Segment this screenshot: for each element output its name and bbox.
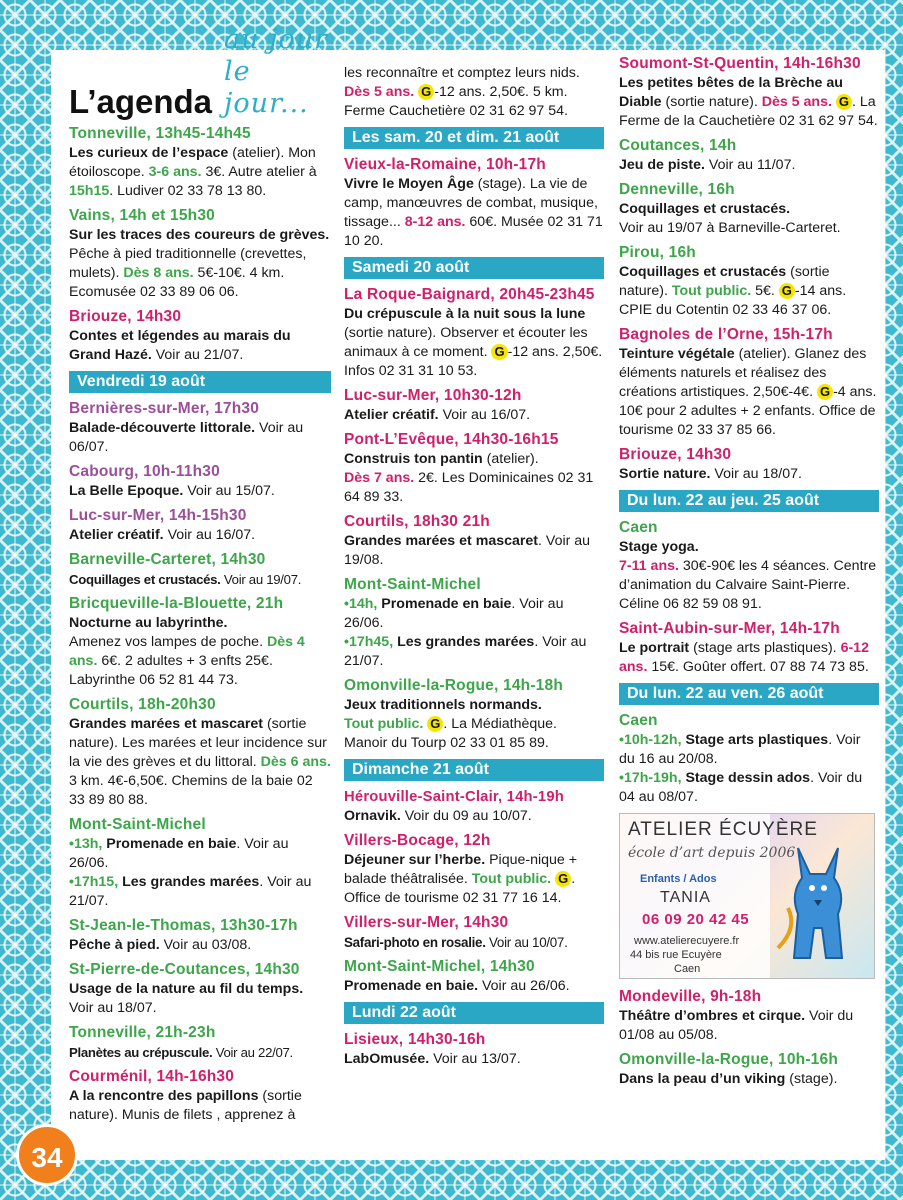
- event-place: Courménil, 14h-16h30: [69, 1068, 235, 1085]
- ad-address: 44 bis rue Ecuyère: [630, 949, 722, 961]
- event-text: Balade-découverte littorale. Voir au 06/07.: [69, 420, 304, 455]
- free-badge: G: [418, 84, 434, 100]
- event-place: Luc-sur-Mer, 10h30-12h: [344, 387, 522, 404]
- event-text: •17h-19h, Stage dessin ados. Voir du 04 au 08/07.: [619, 770, 863, 805]
- event-place: La Roque-Baignard, 20h45-23h45: [344, 286, 595, 303]
- event-place: Vieux-la-Romaine, 10h-17h: [344, 156, 546, 173]
- column-1: [69, 24, 331, 1130]
- event-text: Atelier créatif. Voir au 16/07.: [69, 527, 256, 543]
- date-band: Vendredi 19 août: [69, 371, 331, 393]
- event-place: Saint-Aubin-sur-Mer, 14h-17h: [619, 620, 840, 637]
- column-3: [619, 54, 879, 1094]
- event-text: •17h45, Les grandes marées. Voir au 21/07.: [344, 634, 587, 669]
- event-entry: [344, 285, 604, 381]
- event-place: Vains, 14h et 15h30: [69, 207, 215, 224]
- event-text: Dans la peau d’un viking (stage).: [619, 1071, 838, 1087]
- event-entry: [619, 1050, 879, 1089]
- event-entry: [69, 1067, 331, 1125]
- event-entry: [619, 243, 879, 320]
- event-place: Omonville-la-Rogue, 14h-18h: [344, 677, 563, 694]
- event-entry: [344, 787, 604, 826]
- event-text: Coquillages et crustacés. Voir au 19/07.: [69, 572, 302, 587]
- advertisement[interactable]: [619, 813, 875, 979]
- event-text: Déjeuner sur l’herbe. Pique-nique + balade théâtralisée. Tout public. G . Office de tourisme 02 31 77 16 14.: [344, 852, 578, 906]
- event-entry: [344, 957, 604, 996]
- event-place: Cabourg, 10h-11h30: [69, 463, 220, 480]
- agenda-page: [51, 24, 885, 1160]
- event-entry: [69, 815, 331, 911]
- event-text: •17h15, Les grandes marées. Voir au 21/07.: [69, 874, 312, 909]
- event-place: Bagnoles de l’Orne, 15h-17h: [619, 326, 833, 343]
- event-entry: [69, 506, 331, 545]
- ad-subtitle: école d’art depuis 2006: [628, 845, 796, 861]
- event-text: Jeu de piste. Voir au 11/07.: [619, 157, 796, 173]
- event-entry: [344, 575, 604, 671]
- date-band: Dimanche 21 août: [344, 759, 604, 781]
- event-text: Atelier créatif. Voir au 16/07.: [344, 407, 531, 423]
- event-entry: [619, 54, 879, 131]
- free-badge: G: [555, 871, 571, 887]
- event-text: Les petites bêtes de la Brèche au Diable (sortie nature). Dès 5 ans. G . La Ferme de la Cauchetière 02 31 62 97 54.: [619, 75, 878, 129]
- event-place: Omonville-la-Rogue, 10h-16h: [619, 1051, 838, 1068]
- page-title: L’agenda: [69, 83, 213, 120]
- event-entry: [619, 445, 879, 484]
- event-place: Courtils, 18h-20h30: [69, 696, 216, 713]
- event-place: Briouze, 14h30: [619, 446, 732, 463]
- event-place: St-Pierre-de-Coutances, 14h30: [69, 961, 300, 978]
- event-text: Grandes marées et mascaret (sortie nature). Les marées et leur incidence sur la vie des grèves et du littoral. Dès 6 ans. 3 km. 4€-6,50€. Chemins de la baie 02 33 89 80 88.: [69, 716, 331, 808]
- event-entry: [619, 711, 879, 807]
- free-badge: G: [836, 94, 852, 110]
- event-text: Sur les traces des coureurs de grèves. Pêche à pied traditionnelle (crevettes, mulets). Dès 8 ans. 5€-10€. 4 km. Ecomusée 02 33 89 06 06.: [69, 227, 330, 300]
- event-text: Coquillages et crustacés. Voir au 19/07 à Barneville-Carteret.: [619, 201, 841, 236]
- column-2: [344, 64, 604, 1074]
- event-text: Le portrait (stage arts plastiques). 6-12 ans. 15€. Goûter offert. 07 88 74 73 85.: [619, 640, 869, 675]
- event-entry: [619, 136, 879, 175]
- event-place: St-Jean-le-Thomas, 13h30-17h: [69, 917, 298, 934]
- event-entry: [69, 695, 331, 810]
- event-text: Jeux traditionnels normands. Tout public. G . La Médiathèque. Manoir du Tourp 02 33 01 85 89.: [344, 697, 557, 751]
- wolf-illustration-icon: [768, 828, 868, 968]
- event-place: Caen: [619, 712, 658, 729]
- event-place: Bernières-sur-Mer, 17h30: [69, 400, 260, 417]
- event-entry: [69, 462, 331, 501]
- event-place: Briouze, 14h30: [69, 308, 182, 325]
- event-entry: [69, 399, 331, 457]
- event-place: Pont-L’Evêque, 14h30-16h15: [344, 431, 559, 448]
- date-band: Du lun. 22 au jeu. 25 août: [619, 490, 879, 512]
- event-entry: [619, 325, 879, 440]
- event-place: Mondeville, 9h-18h: [619, 988, 762, 1005]
- event-place: Denneville, 16h: [619, 181, 735, 198]
- event-text: Nocturne au labyrinthe. Amenez vos lampes de poche. Dès 4 ans. 6€. 2 adultes + 3 enfts 25€. Labyrinthe 06 52 81 44 73.: [69, 615, 305, 688]
- page-number: 34: [16, 1124, 78, 1186]
- event-text: Safari-photo en rosalie. Voir au 10/07.: [344, 935, 568, 950]
- event-place: Villers-Bocage, 12h: [344, 832, 491, 849]
- event-text: Usage de la nature au fil du temps. Voir au 18/07.: [69, 981, 304, 1016]
- event-entry: [619, 518, 879, 614]
- event-entry: [69, 550, 331, 589]
- event-entry: [619, 180, 879, 238]
- event-entry: [344, 1030, 604, 1069]
- event-place: Mont-Saint-Michel: [344, 576, 481, 593]
- event-text: Du crépuscule à la nuit sous la lune (sortie nature). Observer et écouter les animaux à ce moment. G -12 ans. 2,50€. Infos 02 31 31 10 53.: [344, 306, 603, 379]
- event-place: Villers-sur-Mer, 14h30: [344, 914, 509, 931]
- event-place: Pirou, 16h: [619, 244, 696, 261]
- event-entry: [344, 913, 604, 952]
- event-place: Soumont-St-Quentin, 14h-16h30: [619, 55, 861, 72]
- ad-phone: 06 09 20 42 45: [642, 911, 750, 928]
- event-place: Mont-Saint-Michel: [69, 816, 206, 833]
- event-text: Stage yoga. 7-11 ans. 30€-90€ les 4 séances. Centre d’animation du Calvaire Saint-Pierre. Céline 06 82 59 08 91.: [619, 539, 877, 612]
- event-text: •14h, Promenade en baie. Voir au 26/06.: [344, 596, 564, 631]
- event-entry: [69, 916, 331, 955]
- event-text: Ornavik. Voir du 09 au 10/07.: [344, 808, 532, 824]
- date-band: Les sam. 20 et dim. 21 août: [344, 127, 604, 149]
- event-entry: [69, 206, 331, 302]
- event-place: Barneville-Carteret, 14h30: [69, 551, 266, 568]
- event-entry: [344, 831, 604, 908]
- ad-title: ATELIER ÉCUYÈRE: [628, 819, 818, 840]
- event-text: Les curieux de l’espace (atelier). Mon étoiloscope. 3-6 ans. 3€. Autre atelier à 15h15. Ludiver 02 33 78 13 80.: [69, 145, 317, 199]
- event-text: A la rencontre des papillons (sortie nature). Munis de filets , apprenez à: [69, 1088, 302, 1123]
- event-entry: [344, 512, 604, 570]
- ad-city: Caen: [674, 963, 701, 975]
- event-place: Coutances, 14h: [619, 137, 737, 154]
- date-band: Samedi 20 août: [344, 257, 604, 279]
- event-text: Teinture végétale (atelier). Glanez des éléments naturels et réalisez des créations artistiques. 2,50€-4€. G -4 ans. 10€ pour 2 adultes + 2 enfants. Office de tourisme 02 33 37 85 66.: [619, 346, 877, 438]
- event-entry: [69, 594, 331, 690]
- event-entry: [344, 64, 604, 121]
- event-entry: [619, 987, 879, 1045]
- event-entry: [619, 619, 879, 677]
- event-text: •10h-12h, Stage arts plastiques. Voir du 16 au 20/08.: [619, 732, 861, 767]
- free-badge: G: [491, 344, 507, 360]
- event-text: Vivre le Moyen Âge (stage). La vie de camp, manœuvres de combat, musique, tissage... 8-12 ans. 60€. Musée 02 31 71 10 20.: [344, 176, 603, 249]
- event-place: Tonneville, 13h45-14h45: [69, 125, 251, 142]
- event-text: Théâtre d’ombres et cirque. Voir du 01/08 au 05/08.: [619, 1008, 854, 1043]
- event-text: •13h, Promenade en baie. Voir au 26/06.: [69, 836, 289, 871]
- event-entry: [344, 676, 604, 753]
- ad-website[interactable]: www.atelierecuyere.fr: [634, 935, 740, 947]
- event-text: Grandes marées et mascaret. Voir au 19/08.: [344, 533, 591, 568]
- free-badge: G: [427, 716, 443, 732]
- event-entry: [69, 124, 331, 201]
- ad-name: TANIA: [660, 889, 711, 906]
- event-entry: [344, 155, 604, 251]
- event-text: Construis ton pantin (atelier). Dès 7 ans. 2€. Les Dominicaines 02 31 64 89 33.: [344, 451, 594, 505]
- free-badge: G: [779, 283, 795, 299]
- free-badge: G: [817, 384, 833, 400]
- date-band: Du lun. 22 au ven. 26 août: [619, 683, 879, 705]
- ad-ages: Enfants / Ados: [640, 873, 717, 885]
- event-text: Planètes au crépuscule. Voir au 22/07.: [69, 1045, 293, 1060]
- event-text: La Belle Epoque. Voir au 15/07.: [69, 483, 275, 499]
- event-text: Pêche à pied. Voir au 03/08.: [69, 937, 252, 953]
- page-header: [69, 24, 331, 120]
- date-band: Lundi 22 août: [344, 1002, 604, 1024]
- event-text: Promenade en baie. Voir au 26/06.: [344, 978, 570, 994]
- event-place: Tonneville, 21h-23h: [69, 1024, 216, 1041]
- event-place: Lisieux, 14h30-16h: [344, 1031, 486, 1048]
- event-entry: [69, 1023, 331, 1062]
- event-text: les reconnaître et comptez leurs nids. Dès 5 ans. G -12 ans. 2,50€. 5 km. Ferme Cauchetière 02 31 62 97 54.: [344, 65, 580, 119]
- event-text: Contes et légendes au marais du Grand Hazé. Voir au 21/07.: [69, 328, 291, 363]
- event-text: Sortie nature. Voir au 18/07.: [619, 466, 802, 482]
- event-entry: [344, 430, 604, 507]
- event-place: Luc-sur-Mer, 14h-15h30: [69, 507, 247, 524]
- event-entry: [69, 307, 331, 365]
- event-entry: [69, 960, 331, 1018]
- event-entry: [344, 386, 604, 425]
- event-text: LabOmusée. Voir au 13/07.: [344, 1051, 521, 1067]
- event-place: Bricqueville-la-Blouette, 21h: [69, 595, 284, 612]
- event-place: Hérouville-Saint-Clair, 14h-19h: [344, 789, 564, 805]
- event-place: Courtils, 18h30 21h: [344, 513, 490, 530]
- page-subtitle: au jour le jour...: [224, 24, 329, 119]
- event-text: Coquillages et crustacés (sortie nature). Tout public. 5€. G -14 ans. CPIE du Cotentin 02 33 46 37 06.: [619, 264, 847, 318]
- event-place: Mont-Saint-Michel, 14h30: [344, 958, 535, 975]
- event-place: Caen: [619, 519, 658, 536]
